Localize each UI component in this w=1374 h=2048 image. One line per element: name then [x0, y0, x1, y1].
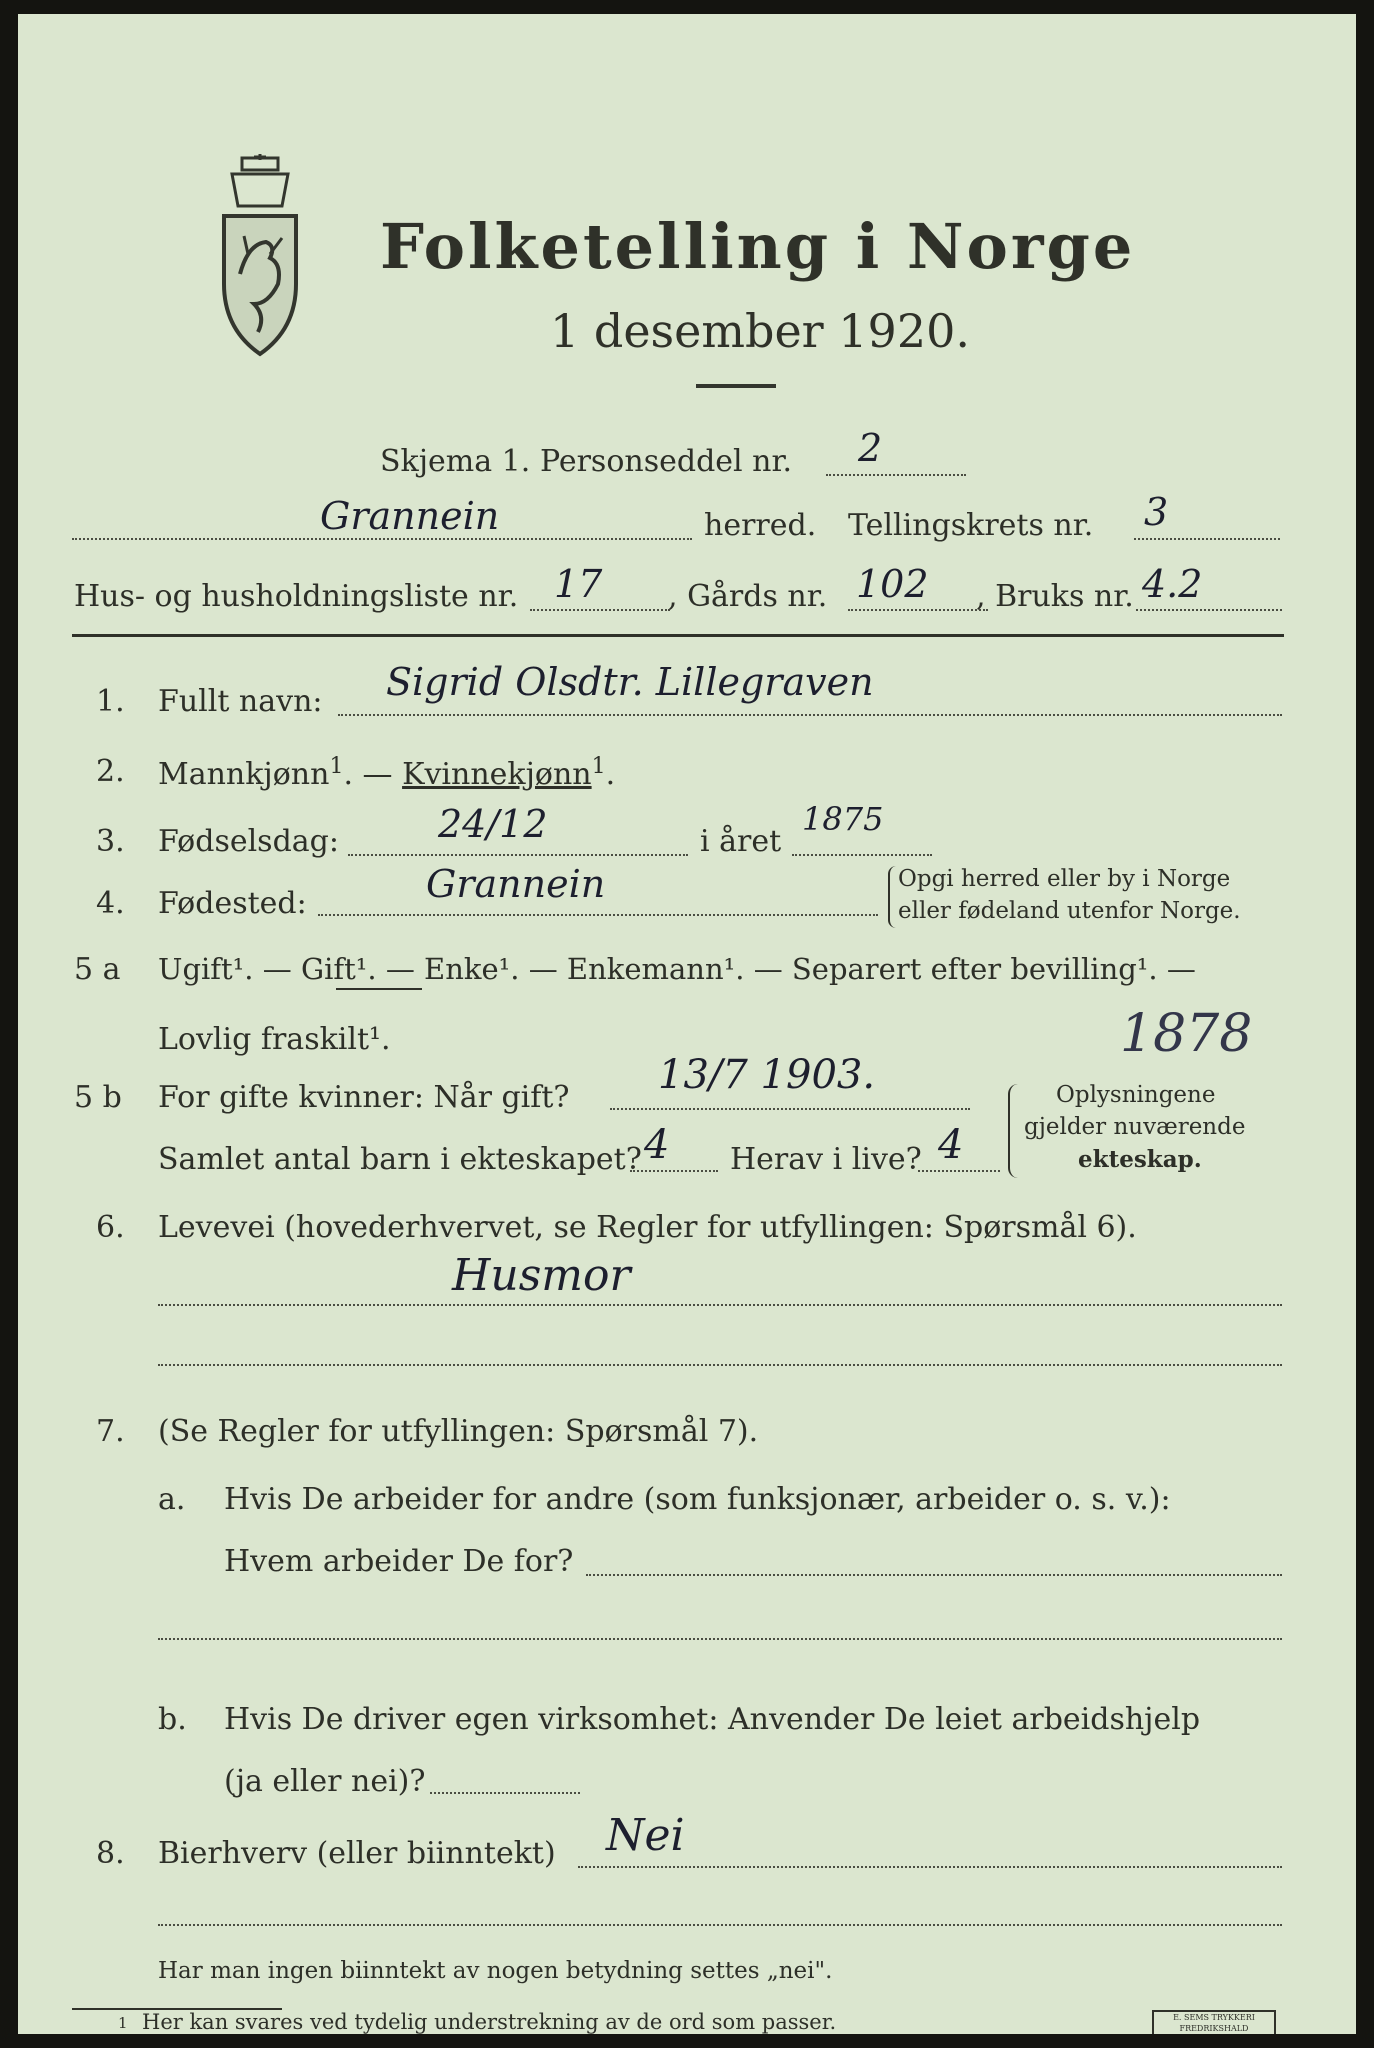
marital-status-options[interactable]: Ugift¹. — Gift¹. — Enke¹. — Enkemann¹. — Separert efter bevilling¹. —	[158, 952, 1196, 986]
gards-value[interactable]: 102	[856, 562, 929, 606]
marriage-note-1: Oplysningene	[1056, 1082, 1216, 1108]
bruks-value[interactable]: 4.2	[1142, 562, 1203, 606]
footnote-mark: 1	[118, 2014, 128, 2032]
hus-label: Hus- og husholdningsliste nr.	[74, 579, 519, 614]
sex-female-option[interactable]: Kvinnekjønn	[402, 757, 592, 792]
sex-male-option[interactable]: Mannkjønn	[158, 757, 330, 792]
footer-note: Har man ingen biinntekt av nogen betydning settes „nei".	[158, 1958, 833, 1984]
birthplace-value[interactable]: Grannein	[426, 862, 606, 906]
occupation-value[interactable]: Husmor	[452, 1250, 631, 1301]
children-value[interactable]: 4	[644, 1122, 670, 1168]
note-brace	[1008, 1084, 1020, 1178]
q6-number: 6.	[96, 1210, 125, 1245]
personseddel-label: Personseddel nr.	[540, 444, 793, 479]
alive-value[interactable]: 4	[938, 1122, 964, 1168]
q6-label: Levevei (hovederhvervet, se Regler for utfyllingen: Spørsmål 6).	[158, 1210, 1137, 1245]
title-divider	[696, 384, 776, 388]
gards-label: , Gårds nr.	[668, 579, 828, 614]
alive-label: Herav i live?	[730, 1142, 922, 1177]
q7-label: (Se Regler for utfyllingen: Spørsmål 7).	[158, 1414, 759, 1449]
q2-number: 2.	[96, 754, 125, 789]
marital-status-divorced[interactable]: Lovlig fraskilt¹.	[158, 1022, 391, 1057]
q5b-number: 5 b	[74, 1080, 122, 1115]
census-date: 1 desember 1920.	[550, 304, 970, 358]
gift-underline	[336, 988, 422, 990]
q3-number: 3.	[96, 824, 125, 859]
q2-sex-line: Mannkjønn$^1$. — Kvinnekjønn$^1$.	[158, 754, 616, 792]
herred-label: herred.	[704, 508, 817, 543]
birth-year-value[interactable]: 1875	[802, 800, 884, 838]
marriage-note-3: ekteskap.	[1078, 1146, 1202, 1173]
coat-of-arms-icon	[218, 154, 302, 359]
marriage-date-label: For gifte kvinner: Når gift?	[158, 1080, 570, 1115]
q4-number: 4.	[96, 886, 125, 921]
q7b-question: Hvis De driver egen virksomhet: Anvender De leiet arbeidshjelp	[224, 1702, 1201, 1737]
q8-label: Bierhverv (eller biinntekt)	[158, 1836, 556, 1871]
side-income-value[interactable]: Nei	[606, 1810, 685, 1861]
q8-number: 8.	[96, 1836, 125, 1871]
footnote-text: Her kan svares ved tydelig understrekning av de ord som passer.	[142, 2010, 837, 2034]
margin-note: 1878	[1120, 1004, 1253, 1064]
q7-number: 7.	[96, 1414, 125, 1449]
full-name-value[interactable]: Sigrid Olsdtr. Lillegraven	[386, 660, 874, 704]
q4-label: Fødested:	[158, 886, 307, 921]
marriage-note-2: gjelder nuværende	[1024, 1114, 1246, 1140]
q7a-question: Hvis De arbeider for andre (som funksjonær, arbeider o. s. v.):	[224, 1482, 1171, 1517]
tellingskrets-value[interactable]: 3	[1144, 490, 1169, 534]
q5a-number: 5 a	[74, 952, 121, 987]
q7a-number: a.	[158, 1482, 186, 1517]
birthplace-note-1: Opgi herred eller by i Norge	[898, 866, 1231, 892]
q7b-number: b.	[158, 1702, 187, 1737]
header-divider	[72, 634, 1284, 637]
tellingskrets-label: Tellingskrets nr.	[848, 508, 1094, 543]
printer-stamp: E. SEMS TRYKKERI FREDRIKSHALD	[1152, 2010, 1276, 2034]
q1-label: Fullt navn:	[158, 684, 323, 719]
q7a-employer-label: Hvem arbeider De for?	[224, 1544, 574, 1579]
note-brace	[888, 866, 898, 928]
census-form	[18, 14, 1356, 2034]
birthdate-value[interactable]: 24/12	[438, 802, 548, 846]
marriage-date-value[interactable]: 13/7 1903.	[658, 1052, 876, 1098]
hus-value[interactable]: 17	[554, 562, 603, 606]
birthplace-note-2: eller fødeland utenfor Norge.	[898, 898, 1241, 924]
form-title: Folketelling i Norge	[380, 210, 1136, 283]
herred-value[interactable]: Grannein	[320, 494, 500, 538]
q3-label: Fødselsdag:	[158, 824, 339, 859]
bruks-label: , Bruks nr.	[976, 579, 1134, 614]
q1-number: 1.	[96, 684, 125, 719]
personseddel-value[interactable]: 2	[858, 426, 883, 470]
skjema-label: Skjema 1.	[380, 444, 531, 479]
q7b-hired-help-label: (ja eller nei)?	[224, 1764, 426, 1799]
year-label: i året	[700, 824, 782, 859]
children-label: Samlet antal barn i ekteskapet?	[158, 1142, 642, 1177]
